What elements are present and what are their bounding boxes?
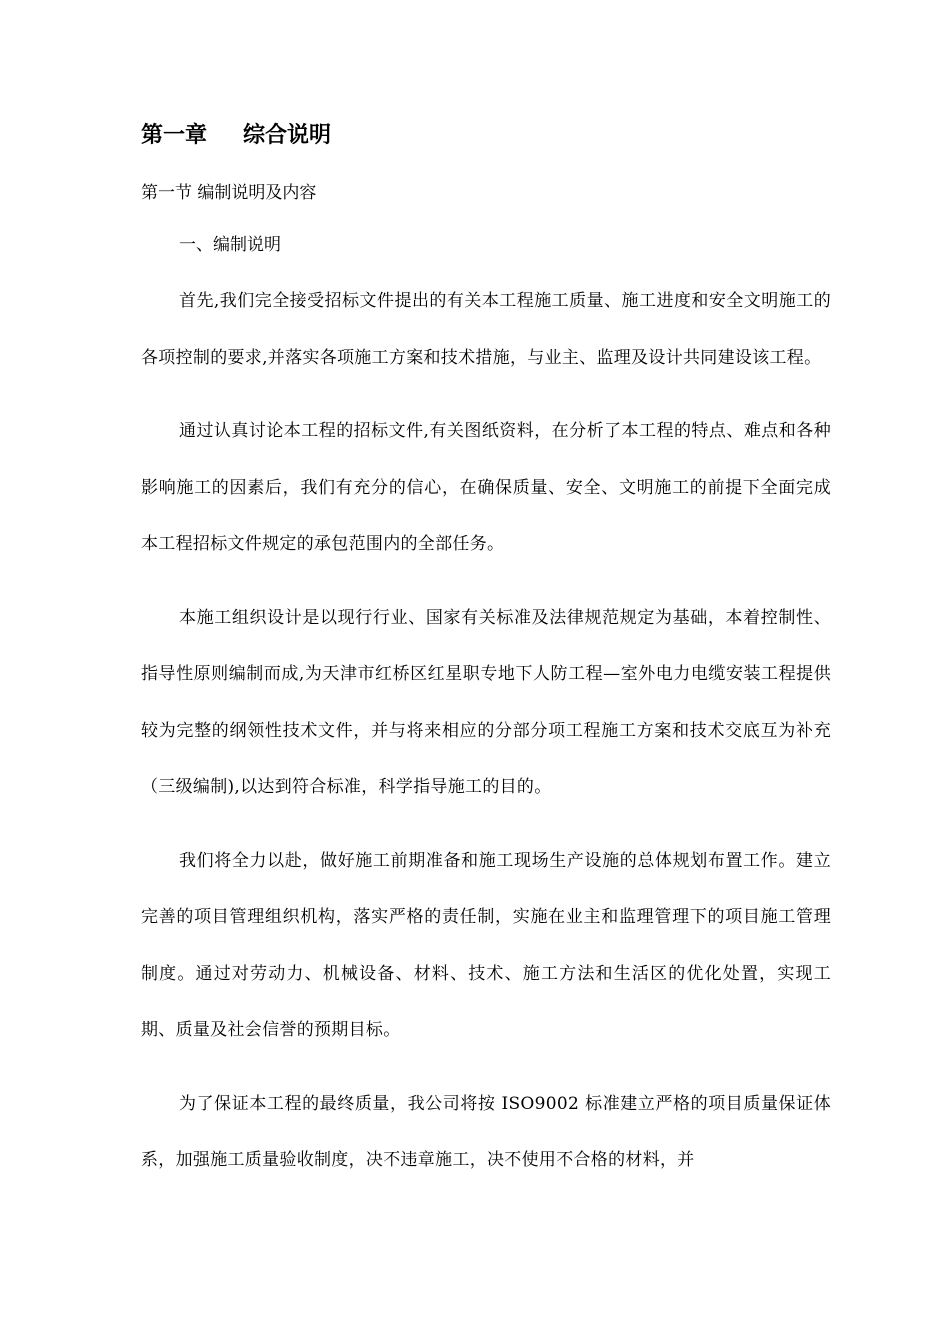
paragraph-2: 通过认真讨论本工程的招标文件,有关图纸资料，在分析了本工程的特点、难点和各种影响施工的因素后，我们有充分的信心，在确保质量、安全、文明施工的前提下全面完成本工程招标文件规定的承包范围内的全部任务。 [141, 421, 831, 554]
paragraph-4: 我们将全力以赴，做好施工前期准备和施工现场生产设施的总体规划布置工作。建立完善的项目管理组织机构，落实严格的责任制，实施在业主和监理管理下的项目施工管理制度。通过对劳动力、机械设备、材料、技术、施工方法和生活区的优化处置，实现工期、质量及社会信誉的预期目标。 [141, 850, 831, 1040]
subsection-heading: 一、编制说明 [179, 235, 281, 255]
paragraph-3: 本施工组织设计是以现行行业、国家有关标准及法律规范规定为基础，本着控制性、指导性原则编制而成,为天津市红桥区红星职专地下人防工程—室外电力电缆安装工程提供较为完整的纲领性技术文件，并与将来相应的分部分项工程施工方案和技术交底互为补充（三级编制),以达到符合标准，科学指导施工的目的。 [141, 607, 831, 797]
chapter-number: 第一章 [141, 123, 208, 148]
section-heading: 第一节 编制说明及内容 [141, 183, 317, 203]
document-body [141, 116, 831, 1206]
chapter-heading [141, 116, 831, 156]
paragraph-1: 首先,我们完全接受招标文件提出的有关本工程施工质量、施工进度和安全文明施工的各项控制的要求,并落实各项施工方案和技术措施，与业主、监理及设计共同建设该工程。 [141, 291, 831, 368]
paragraph-5: 为了保证本工程的最终质量，我公司将按 ISO9002 标准建立严格的项目质量保证体系，加强施工质量验收制度，决不违章施工，决不使用不合格的材料，并 [141, 1093, 831, 1170]
chapter-title: 综合说明 [243, 123, 332, 148]
